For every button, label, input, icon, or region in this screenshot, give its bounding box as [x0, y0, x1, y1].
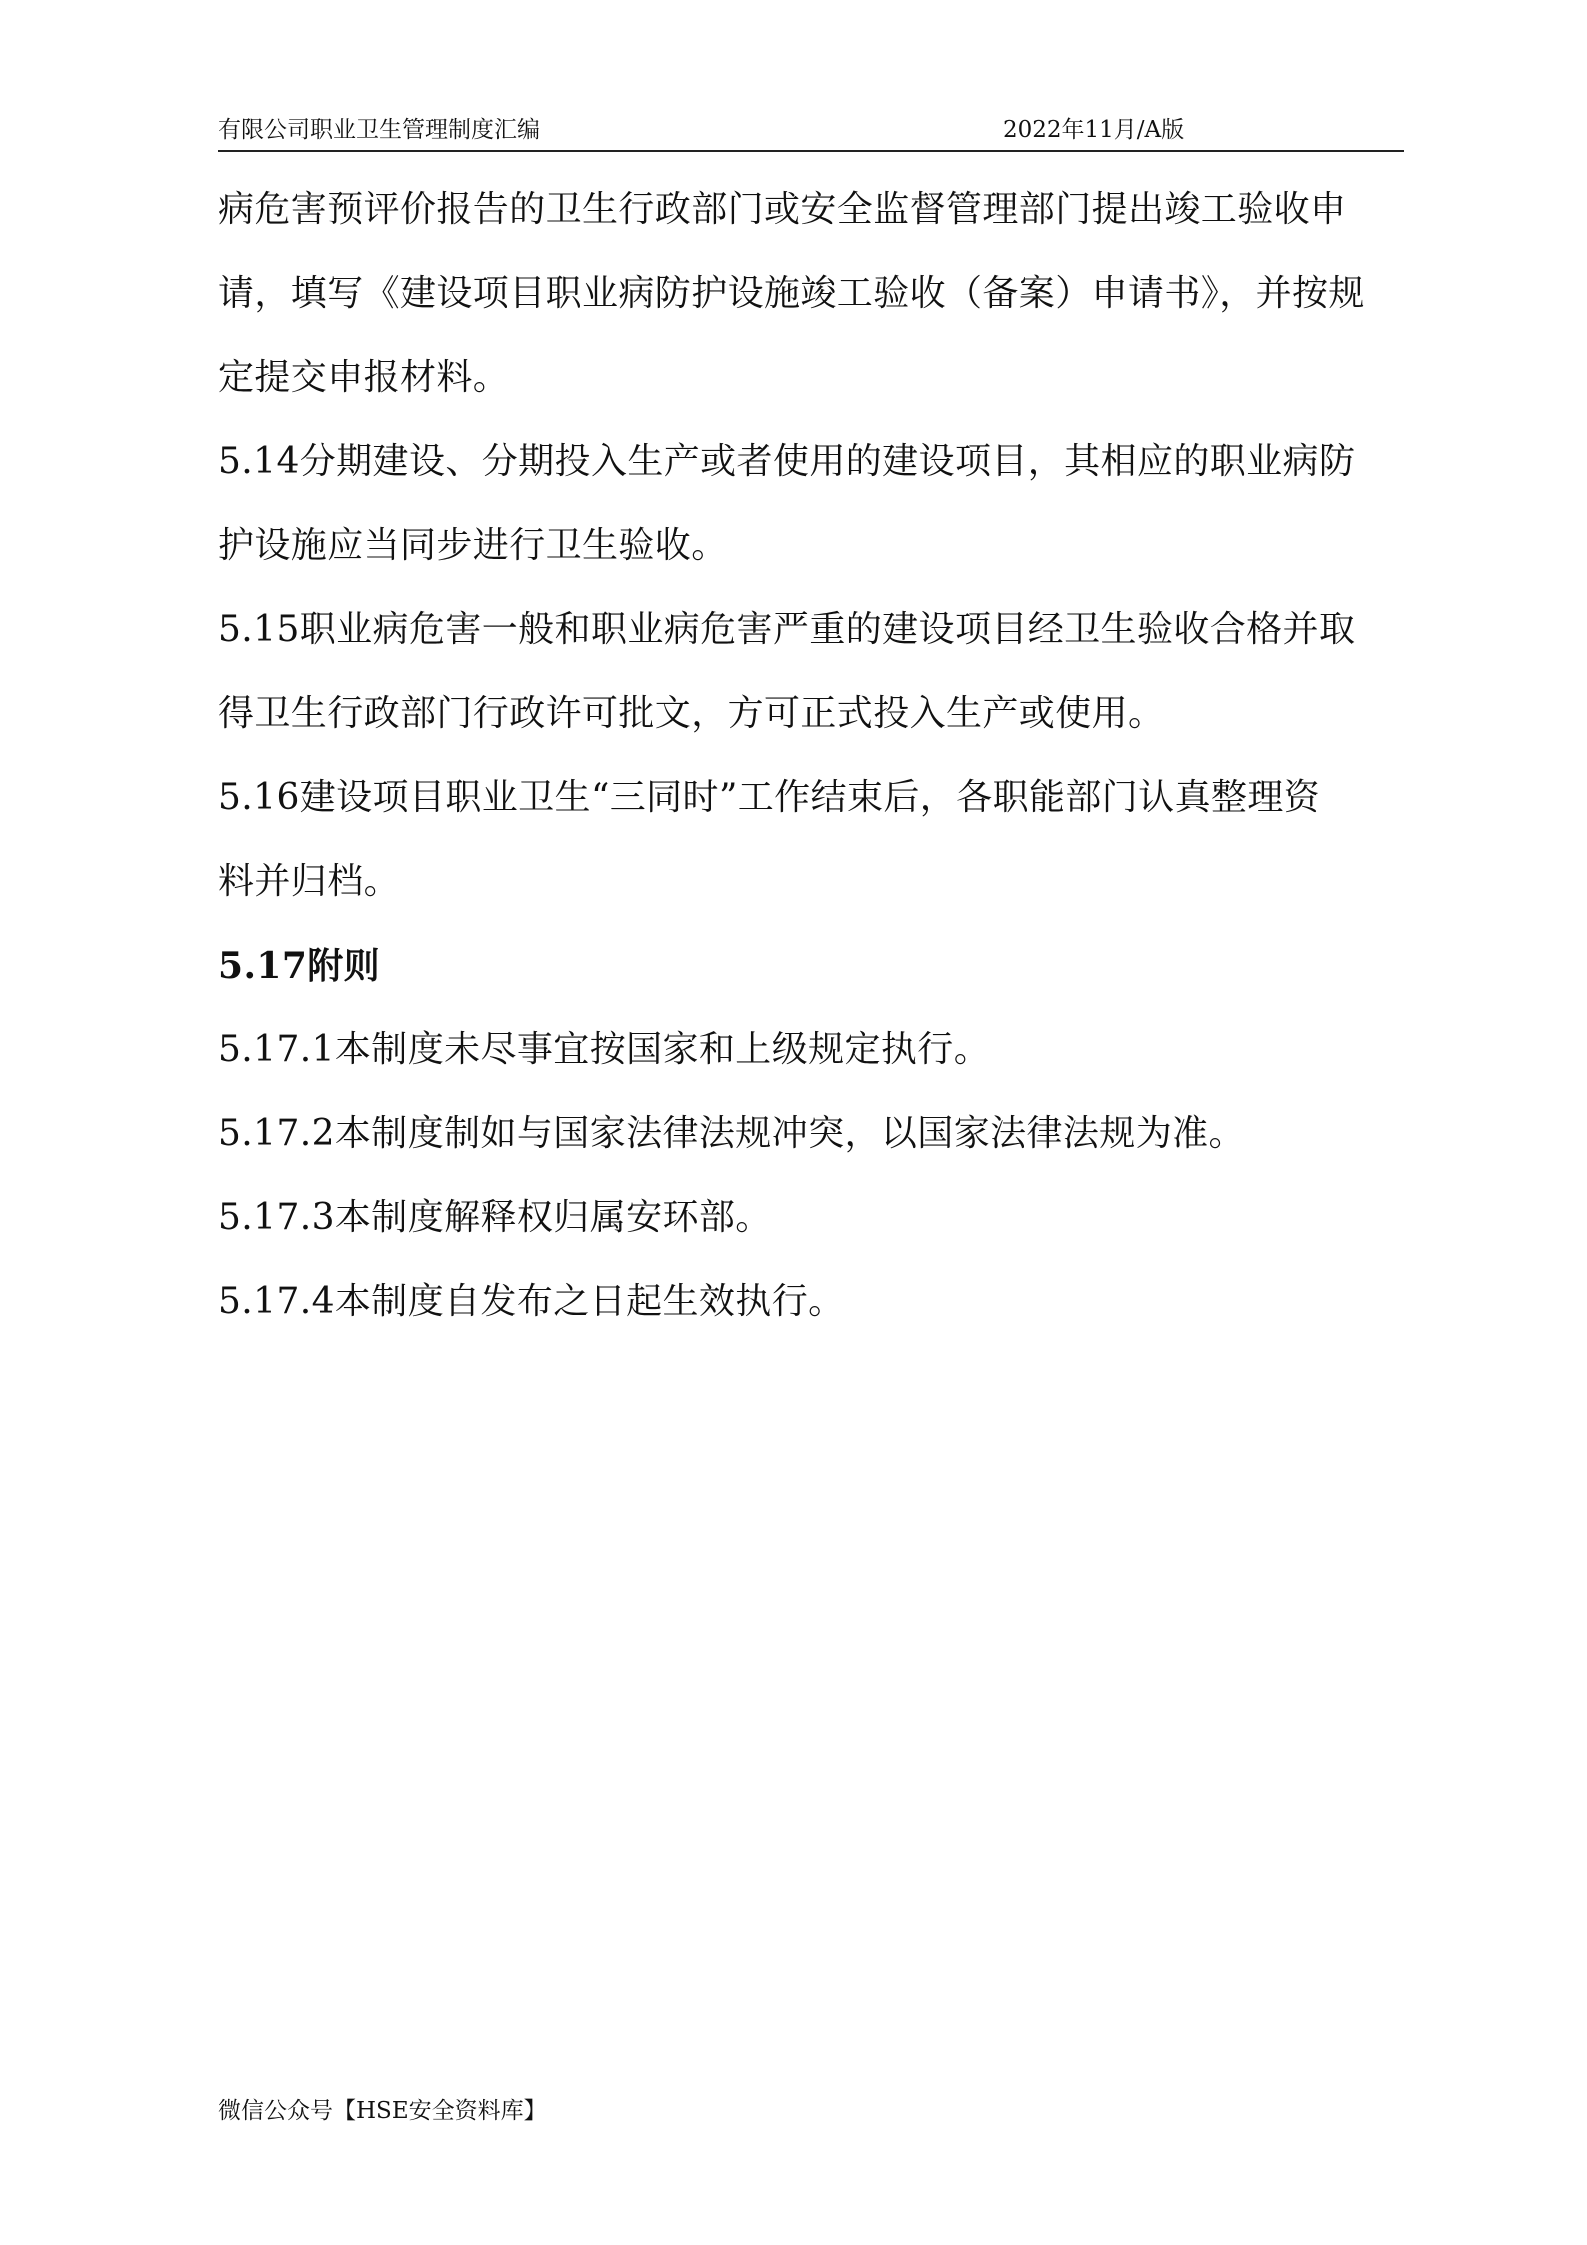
clause-5-14: 5.14分期建设、分期投入生产或者使用的建设项目，其相应的职业病防 — [218, 441, 1356, 482]
section-heading-5-17: 5.17附则 — [218, 945, 381, 987]
document-body — [218, 168, 1408, 1344]
paragraph-line: 请，填写《建设项目职业病防护设施竣工验收（备案）申请书》，并按规 — [218, 273, 1365, 314]
clause-5-17-4: 5.17.4本制度自发布之日起生效执行。 — [218, 1281, 845, 1322]
paragraph-line: 得卫生行政部门行政许可批文，方可正式投入生产或使用。 — [218, 693, 1165, 734]
page-header — [218, 110, 1404, 152]
clause-5-16: 5.16建设项目职业卫生“三同时”工作结束后，各职能部门认真整理资 — [218, 777, 1321, 818]
paragraph-line: 料并归档。 — [218, 861, 401, 902]
page-footer: 微信公众号【HSE安全资料库】 — [218, 2098, 547, 2124]
clause-5-17-2: 5.17.2本制度制如与国家法律法规冲突，以国家法律法规为准。 — [218, 1113, 1245, 1154]
header-document-title: 有限公司职业卫生管理制度汇编 — [218, 117, 540, 143]
clause-5-17-3: 5.17.3本制度解释权归属安环部。 — [218, 1197, 772, 1238]
clause-5-15: 5.15职业病危害一般和职业病危害严重的建设项目经卫生验收合格并取 — [218, 609, 1356, 650]
paragraph-line: 病危害预评价报告的卫生行政部门或安全监督管理部门提出竣工验收申 — [218, 189, 1347, 230]
paragraph-line: 护设施应当同步进行卫生验收。 — [218, 525, 728, 566]
clause-5-17-1: 5.17.1本制度未尽事宜按国家和上级规定执行。 — [218, 1029, 991, 1070]
paragraph-line: 定提交申报材料。 — [218, 357, 510, 398]
header-version-date: 2022年11月/A版 — [1003, 117, 1185, 143]
